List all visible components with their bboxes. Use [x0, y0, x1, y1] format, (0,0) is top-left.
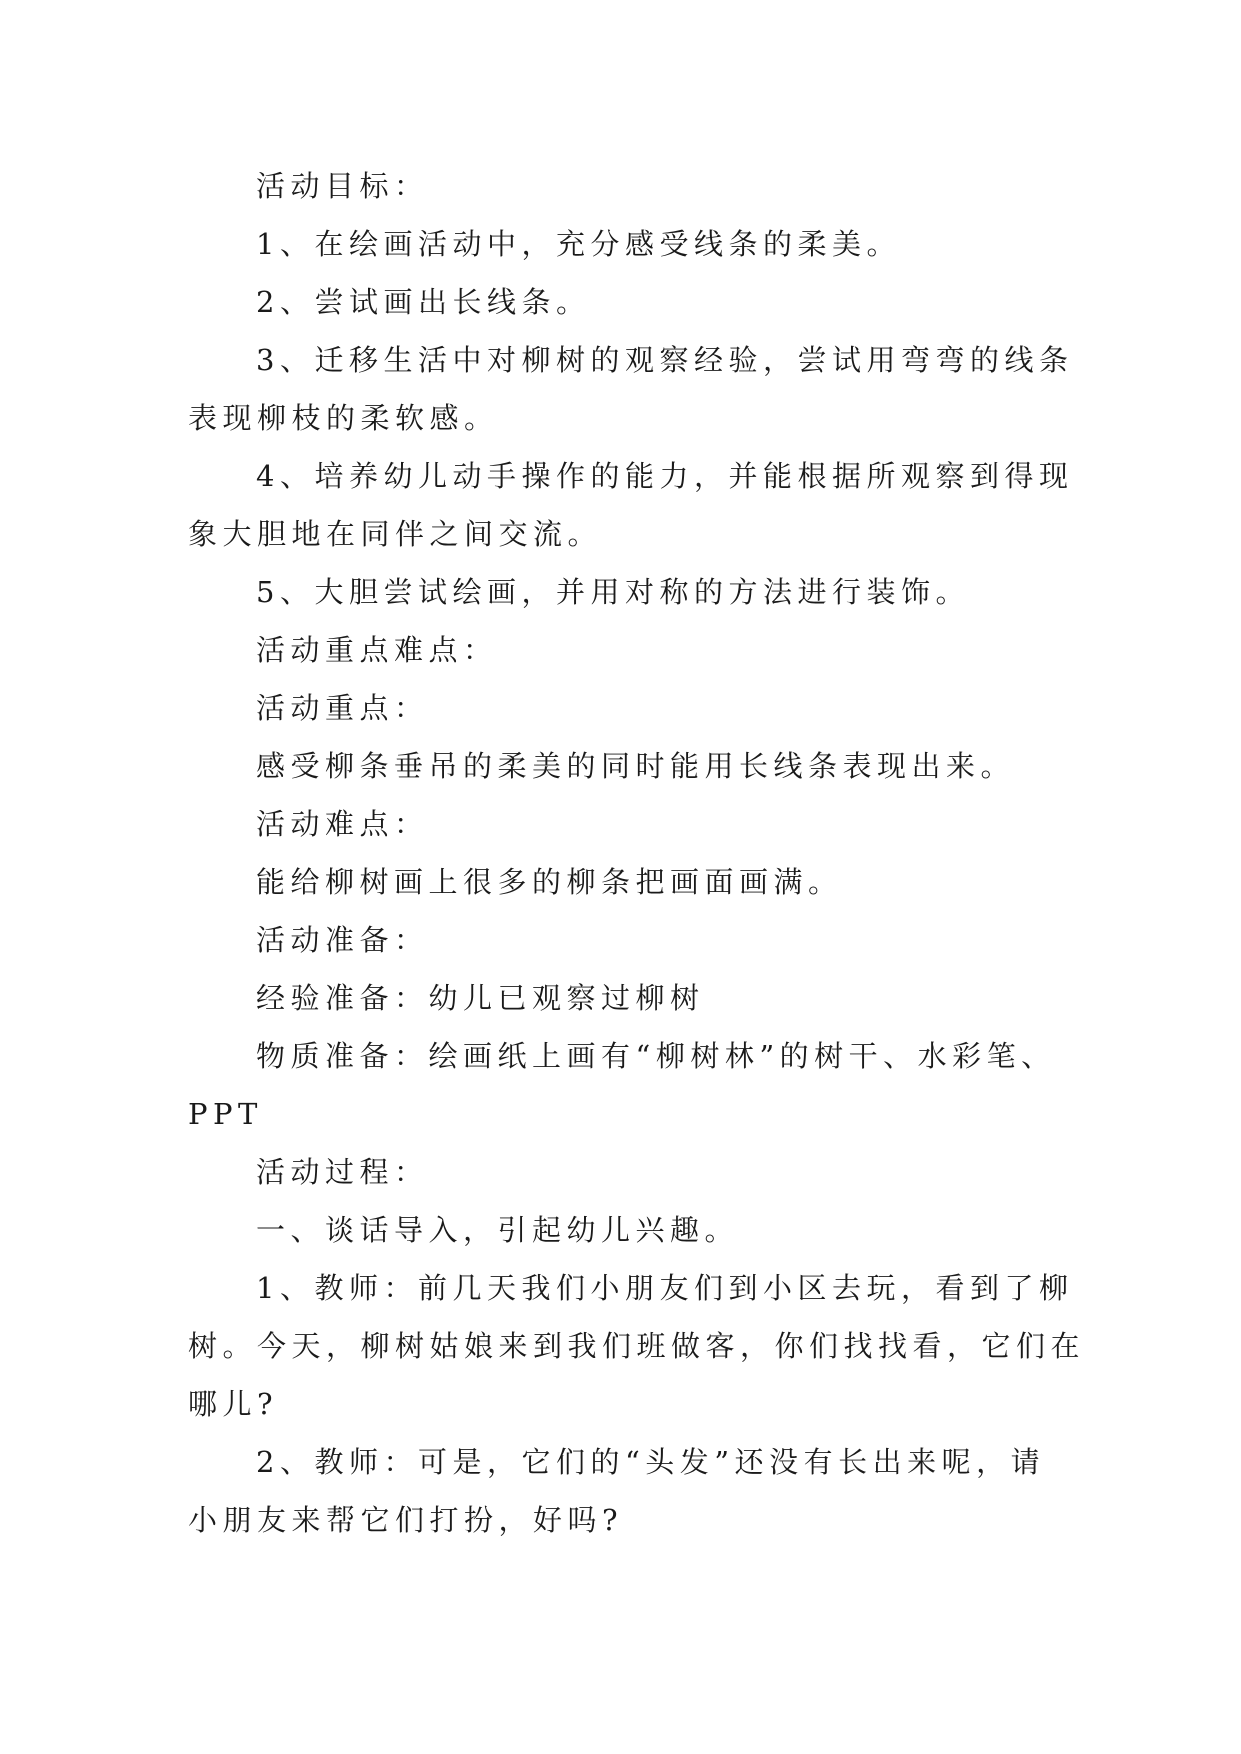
heading-key-difficult-points: 活动重点难点： [256, 633, 498, 667]
heading-process: 活动过程： [256, 1155, 429, 1189]
goal-3-line-2: 表现柳枝的柔软感。 [188, 401, 499, 435]
goal-5: 5、大胆尝试绘画，并用对称的方法进行装饰。 [256, 575, 970, 609]
difficult-point-text: 能给柳树画上很多的柳条把画面画满。 [256, 865, 843, 899]
process-step-1-heading: 一、谈话导入，引起幼儿兴趣。 [256, 1213, 740, 1247]
process-item-1-line-1: 1、教师：前几天我们小朋友们到小区去玩，看到了柳 [256, 1271, 1074, 1305]
goal-1: 1、在绘画活动中，充分感受线条的柔美。 [256, 227, 901, 261]
heading-difficult-point: 活动难点： [256, 807, 429, 841]
process-item-2-line-1: 2、教师：可是，它们的“头发”还没有长出来呢，请 [256, 1445, 1046, 1479]
heading-activity-goals: 活动目标： [256, 169, 429, 203]
heading-preparation: 活动准备： [256, 923, 429, 957]
process-item-1-line-2: 树。今天，柳树姑娘来到我们班做客，你们找找看，它们在 [188, 1329, 1086, 1363]
goal-2: 2、尝试画出长线条。 [256, 285, 591, 319]
material-preparation-line-2: PPT [188, 1097, 263, 1131]
process-item-1-line-3: 哪儿? [188, 1387, 279, 1421]
goal-4-line-1: 4、培养幼儿动手操作的能力，并能根据所观察到得现 [256, 459, 1074, 493]
goal-3-line-1: 3、迁移生活中对柳树的观察经验，尝试用弯弯的线条 [256, 343, 1074, 377]
goal-4-line-2: 象大胆地在同伴之间交流。 [188, 517, 603, 551]
experience-preparation: 经验准备：幼儿已观察过柳树 [256, 981, 705, 1015]
material-preparation-line-1: 物质准备：绘画纸上画有“柳树林”的树干、水彩笔、 [256, 1039, 1056, 1073]
key-point-text: 感受柳条垂吊的柔美的同时能用长线条表现出来。 [256, 749, 1016, 783]
heading-key-point: 活动重点： [256, 691, 429, 725]
process-item-2-line-2: 小朋友来帮它们打扮，好吗? [188, 1503, 624, 1537]
